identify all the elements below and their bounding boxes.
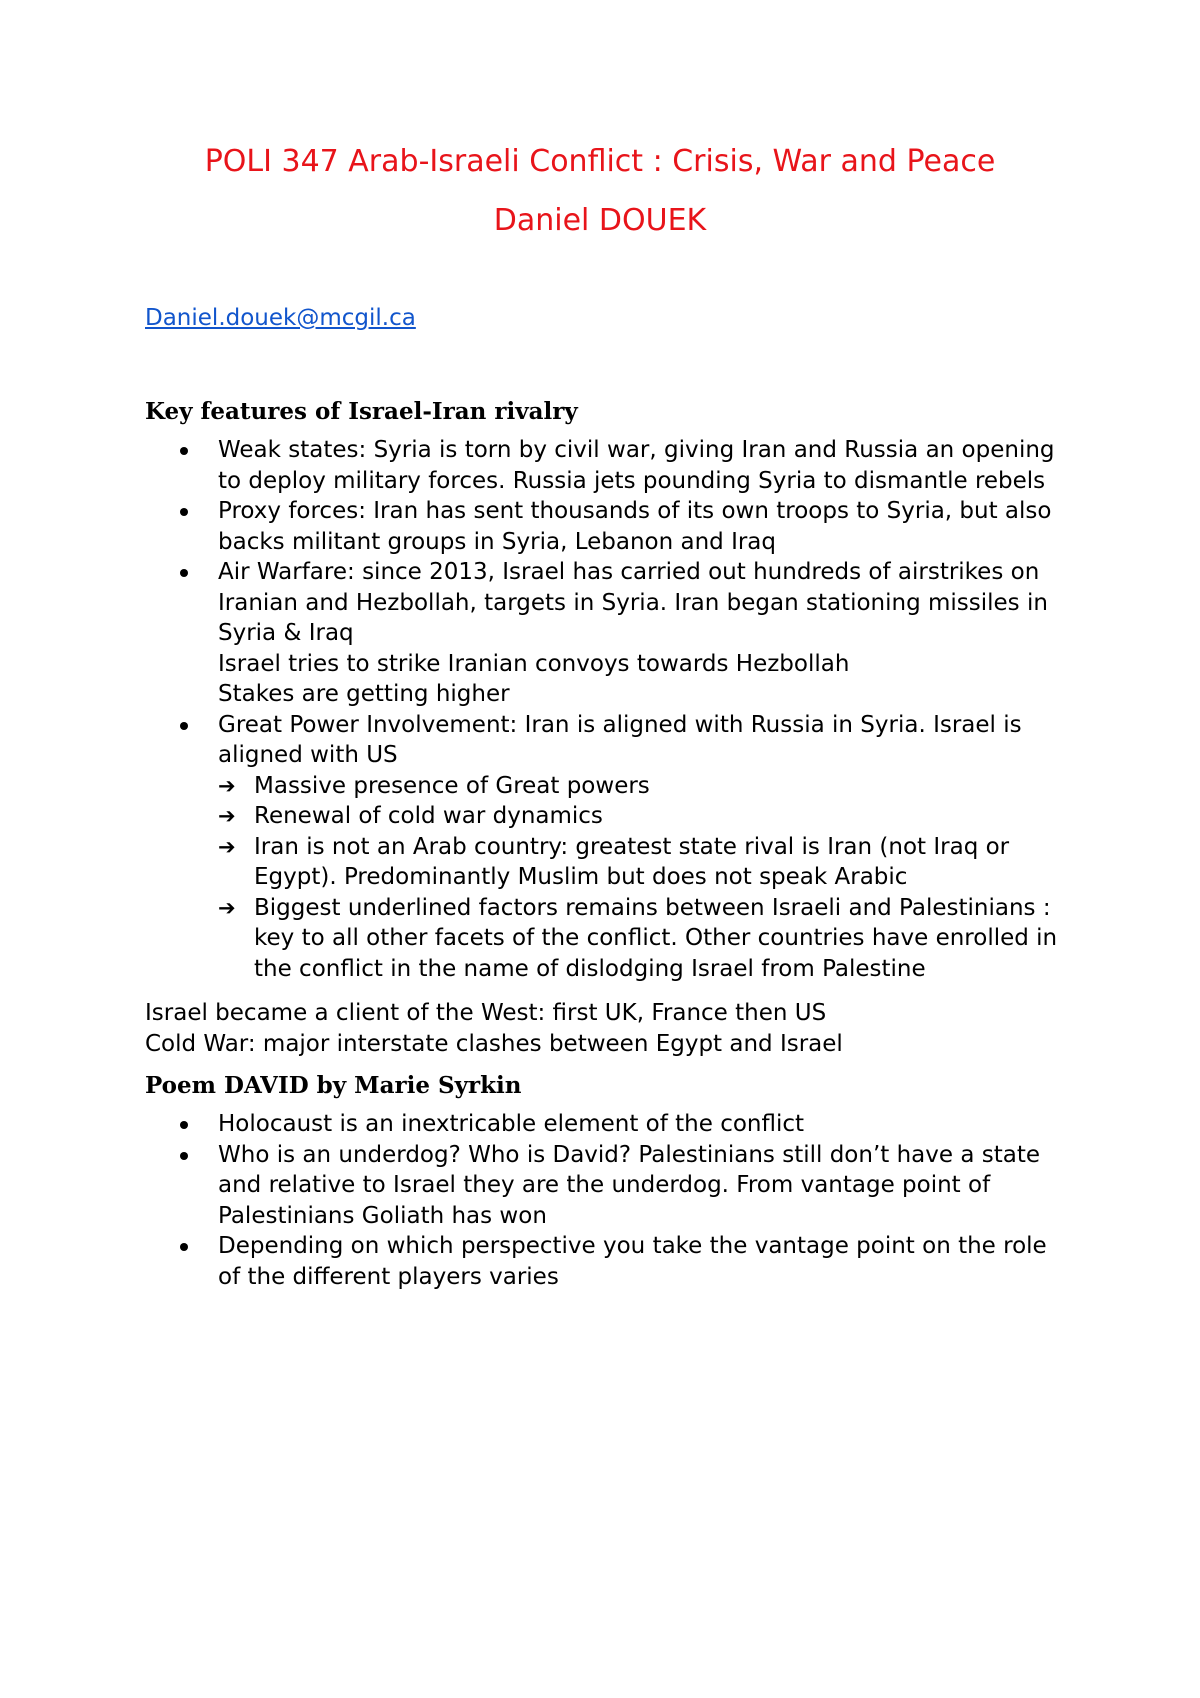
bullet-weak-states bbox=[218, 435, 1075, 496]
bullet-text: Proxy forces: Iran has sent thousands of its own troops to Syria, but also backs militant groups in Syria, Lebanon and Iraq bbox=[218, 498, 1052, 555]
bullet-holocaust bbox=[218, 1109, 1075, 1140]
bullet-underdog bbox=[218, 1140, 1075, 1232]
bullet-continuation-line: Israel tries to strike Iranian convoys towards Hezbollah bbox=[218, 650, 850, 677]
poem-bullet-list bbox=[145, 1109, 1075, 1292]
section-heading-poem: Poem DAVID by Marie Syrkin bbox=[145, 1072, 522, 1099]
bullet-air-warfare bbox=[218, 557, 1075, 710]
arrow-item bbox=[218, 801, 1075, 832]
bullet-text: Depending on which perspective you take the vantage point on the role of the different players varies bbox=[218, 1233, 1047, 1290]
bullet-text: Great Power Involvement: Iran is aligned with Russia in Syria. Israel is aligned with US bbox=[218, 711, 1022, 768]
bullet-text: Air Warfare: since 2013, Israel has carried out hundreds of airstrikes on Iranian and Hezbollah, targets in Syria. Iran began stationing missiles in Syria & Iraq bbox=[218, 559, 1048, 646]
arrow-list bbox=[218, 771, 1075, 985]
email-link[interactable]: Daniel.douek@mcgil.ca bbox=[145, 305, 416, 331]
section-heading-rivalry: Key features of Israel-Iran rivalry bbox=[145, 398, 578, 425]
rivalry-bullet-list bbox=[145, 435, 1075, 984]
bullet-text: Weak states: Syria is torn by civil war, giving Iran and Russia an opening to deploy military forces. Russia jets pounding Syria to dismantle rebels bbox=[218, 437, 1055, 494]
document-title: POLI 347 Arab-Israeli Conflict : Crisis, War and Peace bbox=[204, 144, 996, 179]
arrow-item bbox=[218, 832, 1075, 893]
arrow-item-text: Massive presence of Great powers bbox=[254, 772, 650, 799]
paragraph-line: Cold War: major interstate clashes between Egypt and Israel bbox=[145, 1030, 843, 1057]
document-body bbox=[145, 397, 1075, 1292]
arrow-item bbox=[218, 893, 1075, 985]
arrow-item bbox=[218, 771, 1075, 802]
bullet-great-power bbox=[218, 710, 1075, 985]
right-arrow-icon: ➔ bbox=[218, 895, 236, 920]
bullet-perspective bbox=[218, 1231, 1075, 1292]
bullet-text: Holocaust is an inextricable element of the conflict bbox=[218, 1111, 805, 1137]
bullet-continuation-line: Stakes are getting higher bbox=[218, 681, 510, 707]
bullet-text: Who is an underdog? Who is David? Palestinians still don’t have a state and relative to Israel they are the underdog. From vantage point of Palestinians Goliath has won bbox=[218, 1141, 1041, 1229]
right-arrow-icon: ➔ bbox=[218, 804, 236, 828]
arrow-item-text: Biggest underlined factors remains between Israeli and Palestinians : key to all other facets of the conflict. Other countries have enrolled in the conflict in the name of dislodging Israel from Palestine bbox=[254, 894, 1058, 982]
arrow-item-text: Renewal of cold war dynamics bbox=[254, 803, 603, 829]
paragraph-block bbox=[145, 998, 1075, 1059]
author-name: Daniel DOUEK bbox=[493, 203, 707, 238]
right-arrow-icon: ➔ bbox=[218, 834, 236, 859]
paragraph-line: Israel became a client of the West: first UK, France then US bbox=[145, 1000, 827, 1026]
bullet-proxy-forces bbox=[218, 496, 1075, 557]
right-arrow-icon: ➔ bbox=[218, 773, 236, 798]
arrow-item-text: Iran is not an Arab country: greatest state rival is Iran (not Iraq or Egypt). Predominantly Muslim but does not speak Arabic bbox=[254, 833, 1010, 890]
